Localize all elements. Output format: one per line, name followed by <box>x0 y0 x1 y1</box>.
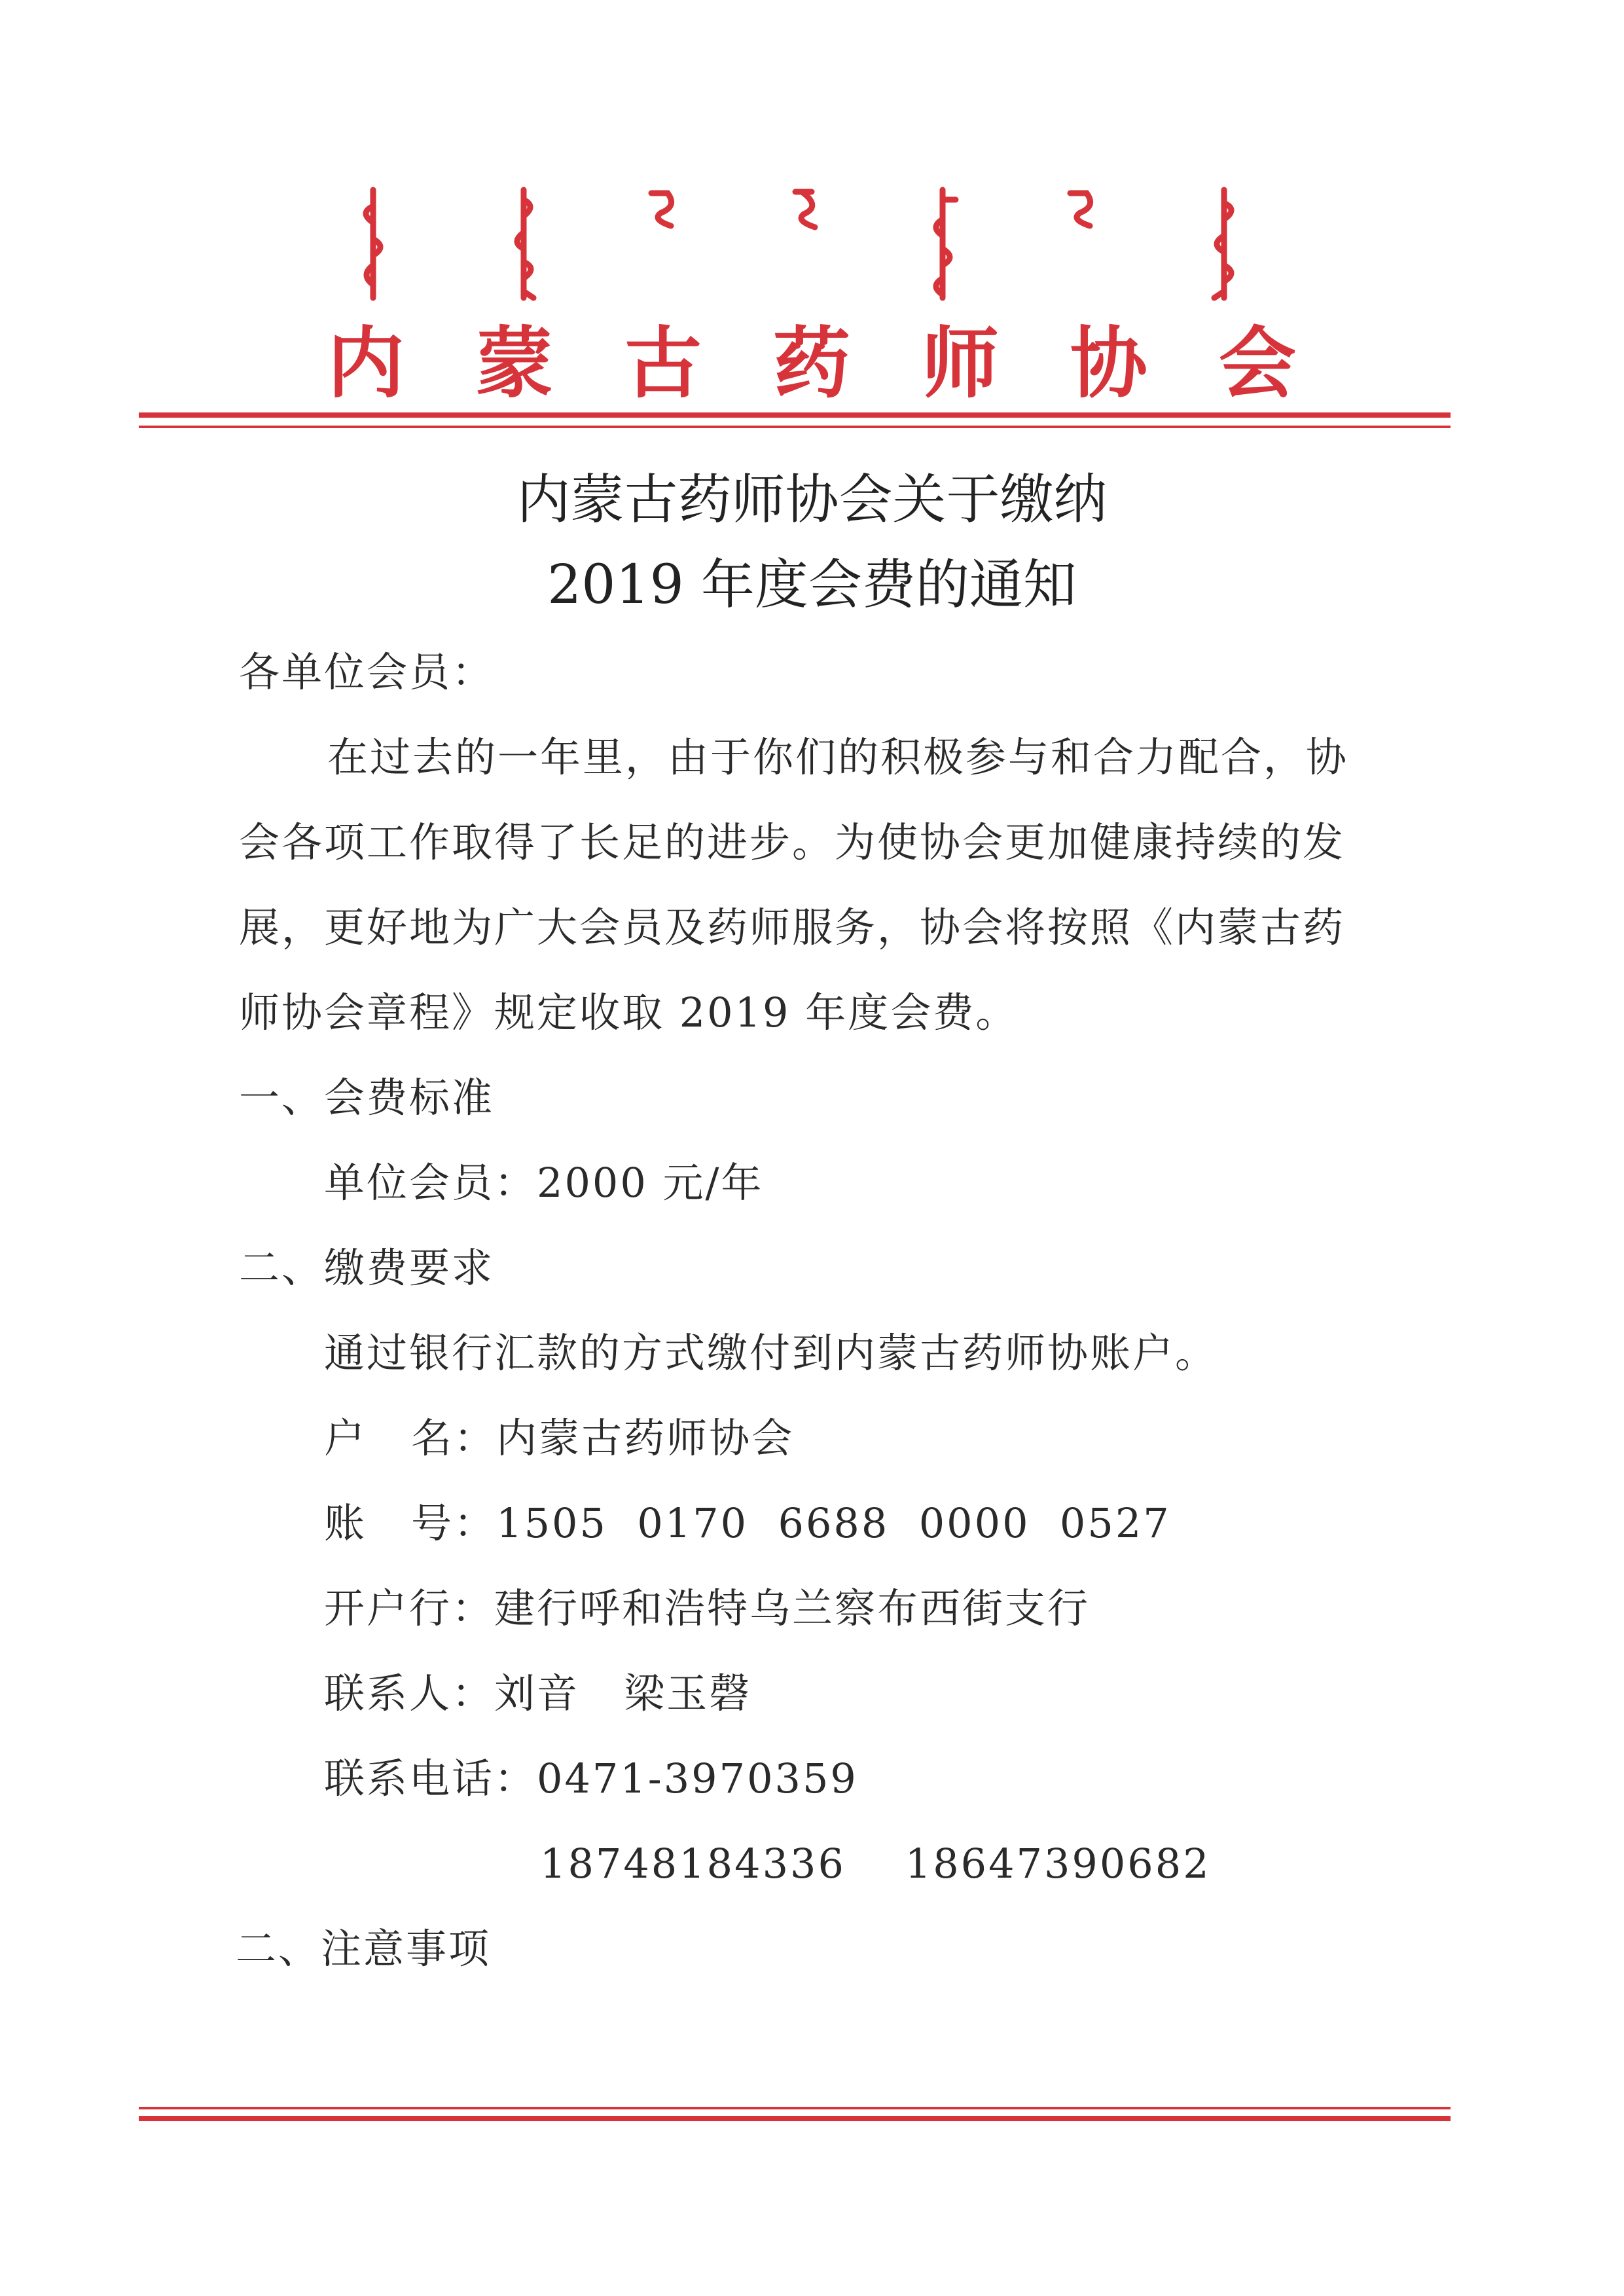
org-char: 师 <box>921 318 999 409</box>
org-char: 药 <box>772 318 850 409</box>
notice-title-line1: 内蒙古药师协会关于缴纳 <box>516 469 1108 531</box>
footer-rule-thick <box>139 2116 1451 2121</box>
account-name: 户 名：内蒙古药师协会 <box>324 1414 795 1462</box>
bank-branch: 开户行：建行呼和浩特乌兰察布西街支行 <box>324 1584 1091 1632</box>
org-char: 蒙 <box>475 318 553 409</box>
mongolian-script-4 <box>785 187 825 232</box>
section-heading-payment: 二、缴费要求 <box>239 1244 495 1292</box>
org-char: 内 <box>327 318 405 409</box>
org-name-heading <box>327 308 1296 419</box>
mongolian-script-5 <box>923 187 962 301</box>
mongolian-script-2 <box>504 187 543 301</box>
section-heading-fee-standard: 一、会费标准 <box>239 1074 495 1121</box>
paragraph-line: 在过去的一年里，由于你们的积极参与和合力配合，协 <box>327 733 1349 781</box>
salutation: 各单位会员： <box>239 648 495 696</box>
contact-phone: 联系电话：0471-3970359 <box>324 1755 858 1802</box>
paragraph-line: 会各项工作取得了长足的进步。为使协会更加健康持续的发 <box>239 818 1346 866</box>
mongolian-script-7 <box>1204 187 1244 301</box>
payment-intro: 通过银行汇款的方式缴付到内蒙古药师协账户。 <box>324 1329 1218 1377</box>
paragraph-line: 展，更好地为广大会员及药师服务，协会将按照《内蒙古药 <box>239 903 1346 951</box>
header-rule-thick <box>139 412 1451 418</box>
fee-item: 单位会员：2000 元/年 <box>324 1159 764 1207</box>
notice-title-line2: 2019 年度会费的通知 <box>547 554 1077 616</box>
paragraph-line: 师协会章程》规定收取 2019 年度会费。 <box>239 989 1019 1036</box>
org-char: 协 <box>1070 318 1147 409</box>
contact-persons: 联系人：刘音 梁玉磬 <box>324 1669 752 1717</box>
account-number: 账 号：1505 0170 6688 0000 0527 <box>324 1499 1171 1547</box>
section-heading-notes: 二、注意事项 <box>236 1925 492 1973</box>
contact-phone-mobile: 18748184336 18647390682 <box>540 1840 1211 1887</box>
mongolian-script-1 <box>353 187 393 301</box>
header-rule-thin <box>139 426 1451 428</box>
org-char: 会 <box>1218 318 1296 409</box>
mongolian-script-6 <box>1060 187 1100 232</box>
org-char: 古 <box>624 318 702 409</box>
footer-rule-thin <box>139 2107 1451 2109</box>
mongolian-script-3 <box>641 187 681 232</box>
